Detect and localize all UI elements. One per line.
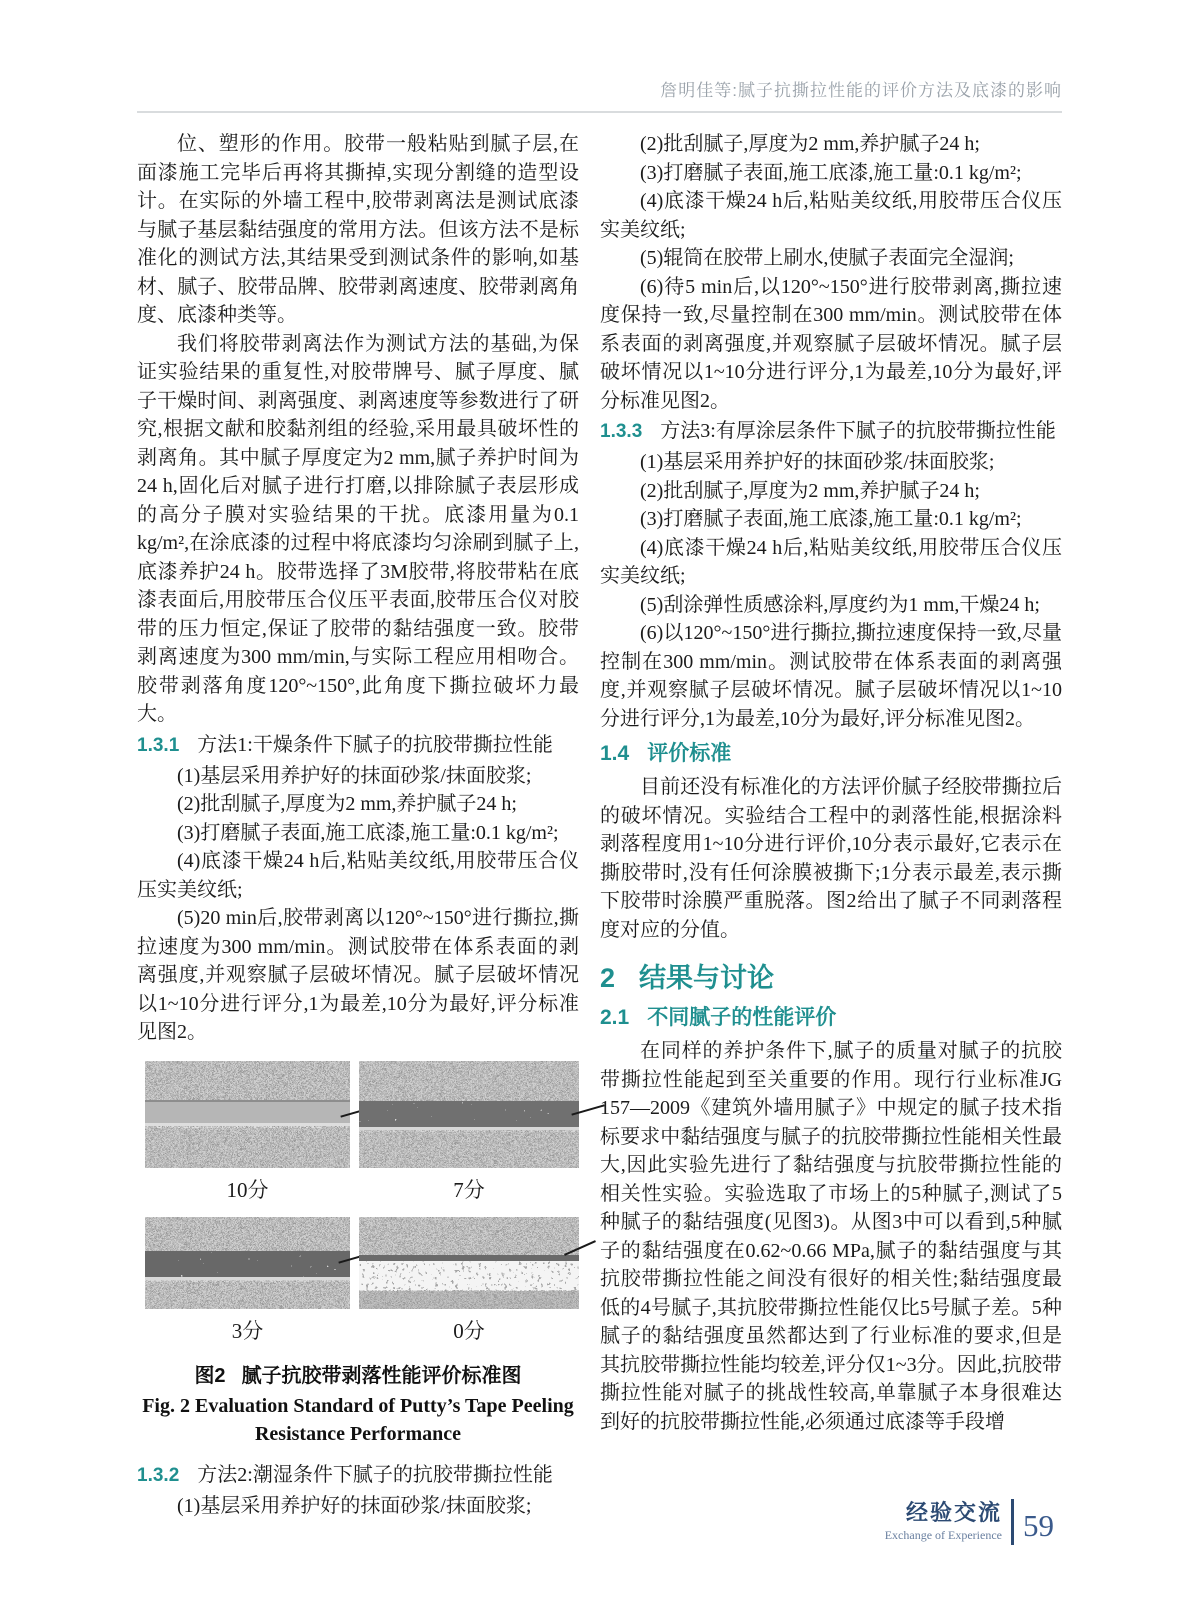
- section-heading-1-3-1: [137, 730, 579, 761]
- section-number: 2.1: [600, 1006, 630, 1029]
- left-column: [137, 130, 579, 1520]
- section-title: 结果与讨论: [639, 963, 775, 993]
- figure-2: [137, 1061, 579, 1448]
- body-paragraph: 位、塑形的作用。胶带一般粘贴到腻子层,在面漆施工完毕后再将其撕掉,实现分割缝的造型设计。在实际的外墙工程中,胶带剥离法是测试底漆与腻子基层黏结强度的常用方法。但该方法不是标准化的测试方法,其结果受到测试条件的影响,如基材、腻子、胶带品牌、胶带剥离速度、胶带剥离角度、底漆种类等。: [137, 133, 579, 326]
- list-item: (4)底漆干燥24 h后,粘贴美纹纸,用胶带压合仪压实美纹纸;: [600, 536, 1062, 587]
- body-paragraph: 在同样的养护条件下,腻子的质量对腻子的抗胶带撕拉性能起到至关重要的作用。现行行业标准JG 157—2009《建筑外墙用腻子》中规定的腻子技术指标要求中黏结强度与腻子的抗胶带撕拉性能相关性最大,因此实验先进行了黏结强度与抗胶带撕拉性能的相关性实验。实验选取了市场上的5种腻子,测试了5种腻子的黏结强度(见图3)。从图3中可以看到,5种腻子的黏结强度在0.62~0.66 MPa,腻子的黏结强度与其抗胶带撕拉性能之间没有很好的相关性;黏结强度最低的4号腻子,其抗胶带撕拉性能仅比5号腻子差。5种腻子的黏结强度虽然都达到了行业标准的要求,但是其抗胶带撕拉性能均较差,评分仅1~3分。因此,抗胶带撕拉性能对腻子的挑战性较高,单靠腻子本身很难达到好的抗胶带撕拉性能,必须通过底漆等手段增: [600, 1040, 1062, 1433]
- putty-photo-3: [145, 1217, 350, 1309]
- figure-number: 图2: [194, 1364, 226, 1387]
- page-footer: [885, 1495, 1054, 1549]
- list-item: (4)底漆干燥24 h后,粘贴美纹纸,用胶带压合仪压实美纹纸;: [137, 850, 579, 901]
- list-item: (1)基层采用养护好的抹面砂浆/抹面胶浆;: [177, 1494, 532, 1517]
- section-title: 不同腻子的性能评价: [647, 1006, 837, 1029]
- list-item: (3)打磨腻子表面,施工底漆,施工量:0.1 kg/m²;: [640, 161, 1022, 184]
- running-head-title: 詹明佳等:腻子抗撕拉性能的评价方法及底漆的影响: [137, 76, 1062, 113]
- list-item: (1)基层采用养护好的抹面砂浆/抹面胶浆;: [640, 451, 995, 473]
- list-item: (2)批刮腻子,厚度为2 mm,养护腻子24 h;: [640, 479, 980, 502]
- section-title: 方法3:有厚涂层条件下腻子的抗胶带撕拉性能: [660, 420, 1056, 442]
- list-item: (3)打磨腻子表面,施工底漆,施工量:0.1 kg/m²;: [640, 508, 1022, 530]
- section-title: 评价标准: [647, 742, 732, 765]
- section-number: 1.3.3: [600, 421, 643, 442]
- list-item: (2)批刮腻子,厚度为2 mm,养护腻子24 h;: [177, 793, 517, 815]
- figure-panel-label: 10分: [226, 1177, 269, 1202]
- figure-caption-zh: [137, 1362, 579, 1390]
- list-item: (4)底漆干燥24 h后,粘贴美纹纸,用胶带压合仪压实美纹纸;: [600, 190, 1062, 241]
- right-column: [600, 130, 1062, 1520]
- footer-section: [885, 1501, 1002, 1543]
- section-heading-2-1: [600, 1002, 1062, 1033]
- list-item: (6)待5 min后,以120°~150°进行胶带剥离,撕拉速度保持一致,尽量控制在300 mm/min。测试胶带在体系表面的剥离强度,并观察腻子层破坏情况。腻子层破坏情况以1~10分进行评分,1为最差,10分为最好,评分标准见图2。: [600, 275, 1062, 412]
- list-item: (5)辊筒在胶带上刷水,使腻子表面完全湿润;: [640, 247, 1014, 269]
- putty-photo-0: [359, 1217, 579, 1309]
- section-number: 1.4: [600, 742, 630, 765]
- section-number: 2: [600, 963, 616, 993]
- section-heading-1-4: [600, 738, 1062, 769]
- section-heading-1-3-3: [600, 416, 1062, 447]
- list-item: (1)基层采用养护好的抹面砂浆/抹面胶浆;: [177, 764, 532, 787]
- putty-photo-7: [359, 1061, 579, 1168]
- body-paragraph: 我们将胶带剥离法作为测试方法的基础,为保证实验结果的重复性,对胶带牌号、腻子厚度、腻子干燥时间、剥离强度、剥离速度等参数进行了研究,根据文献和胶黏剂组的经验,采用最具破坏性的剥离角。其中腻子厚度定为2 mm,腻子养护时间为24 h,固化后对腻子进行打磨,以排除腻子表层形成的高分子膜对实验结果的干扰。底漆用量为0.1 kg/m²,在涂底漆的过程中将底漆均匀涂刷到腻子上,底漆养护24 h。胶带选择了3M胶带,将胶带粘在底漆表面后,用胶带压合仪压平表面,胶带压合仪对胶带的压力恒定,保证了胶带的黏结强度一致。胶带剥离速度为300 mm/min,与实际工程应用相吻合。胶带剥落角度120°~150°,此角度下撕拉破坏力最大。: [137, 332, 579, 725]
- figure-panel-label: 7分: [453, 1177, 485, 1202]
- list-item: (5)20 min后,胶带剥离以120°~150°进行撕拉,撕拉速度为300 mm/min。测试胶带在体系表面的剥离强度,并观察腻子层破坏情况。腻子层破坏情况以1~10分进行评分,1为最差,10分为最好,评分标准见图2。: [137, 907, 579, 1043]
- footer-section-zh: 经验交流: [905, 1500, 1002, 1525]
- footer-section-en: Exchange of Experience: [884, 1528, 1002, 1542]
- figure-panel-3: [145, 1217, 350, 1358]
- footer-divider-bar: [1011, 1499, 1014, 1545]
- list-item: (6)以120°~150°进行撕拉,撕拉速度保持一致,尽量控制在300 mm/min。测试胶带在体系表面的剥离强度,并观察腻子层破坏情况。腻子层破坏情况以1~10分进行评分,1为最差,10分为最好,评分标准见图2。: [600, 622, 1062, 730]
- figure-panel-0: [359, 1217, 579, 1358]
- section-number: 1.3.2: [137, 1464, 180, 1486]
- two-column-body: [137, 130, 1062, 1520]
- figure-caption-zh-text: 腻子抗胶带剥落性能评价标准图: [241, 1364, 522, 1387]
- figure-panel-label: 3分: [231, 1318, 264, 1343]
- figure-caption-en: Fig. 2 Evaluation Standard of Putty’s Tape Peeling Resistance Performance: [142, 1394, 574, 1445]
- body-paragraph: 目前还没有标准化的方法评价腻子经胶带撕拉后的破坏情况。实验结合工程中的剥落性能,根据涂料剥落程度用1~10分进行评价,10分表示最好,它表示在撕胶带时,没有任何涂膜被撕下;1分表示最差,表示撕下胶带时涂膜严重脱落。图2给出了腻子不同剥落程度对应的分值。: [600, 776, 1062, 941]
- page-number: 59: [1023, 1508, 1054, 1543]
- figure-grid: [145, 1061, 579, 1358]
- list-item: (3)打磨腻子表面,施工底漆,施工量:0.1 kg/m²;: [177, 821, 559, 844]
- section-title: 方法1:干燥条件下腻子的抗胶带撕拉性能: [197, 733, 553, 756]
- figure-panel-10: [145, 1061, 350, 1217]
- figure-panel-label: 0分: [453, 1318, 485, 1343]
- section-heading-1-3-2: [137, 1460, 579, 1491]
- putty-photo-10: [145, 1061, 350, 1168]
- section-heading-2: [600, 960, 1062, 996]
- section-title: 方法2:潮湿条件下腻子的抗胶带撕拉性能: [197, 1463, 553, 1486]
- section-number: 1.3.1: [137, 734, 180, 756]
- list-item: (2)批刮腻子,厚度为2 mm,养护腻子24 h;: [640, 133, 980, 155]
- list-item: (5)刮涂弹性质感涂料,厚度约为1 mm,干燥24 h;: [640, 593, 1040, 616]
- figure-panel-7: [359, 1061, 579, 1217]
